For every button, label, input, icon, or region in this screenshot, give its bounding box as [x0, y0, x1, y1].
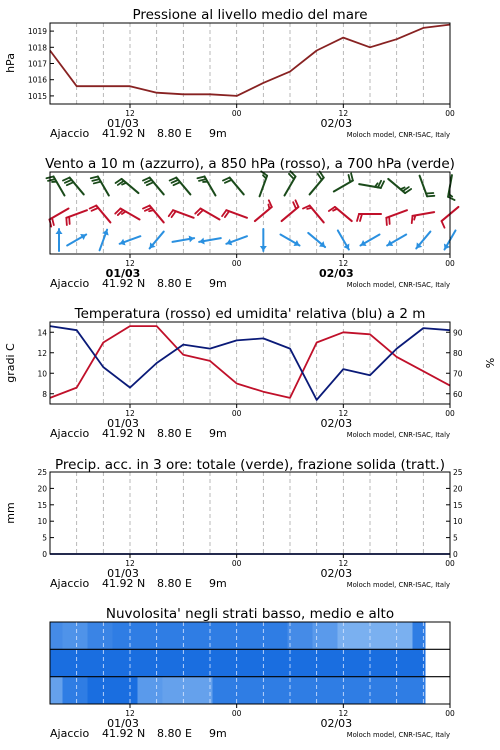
location-name: Ajaccio: [50, 577, 90, 590]
location-lat: 41.92 N: [102, 127, 146, 140]
model-credit: Moloch model, CNR-ISAC, Italy: [346, 281, 450, 289]
cloud-cell: [50, 677, 63, 704]
x-tick-label: 00: [445, 409, 455, 418]
cloud-cell: [63, 649, 89, 676]
precip-ylabel: mm: [4, 502, 17, 524]
cloud-cell: [138, 649, 164, 676]
wind-arrow-head: [260, 246, 267, 251]
cloud-cell: [238, 622, 264, 649]
wind-barb-feather: [412, 216, 413, 223]
cloud-cell: [63, 677, 89, 704]
wind-barb-feather: [143, 178, 150, 181]
date-label: 02/03: [320, 567, 353, 580]
cloud-cell: [138, 622, 164, 649]
wind-barb-feather: [268, 205, 269, 209]
wind-barb-feather: [91, 176, 98, 178]
precip-grid: [77, 472, 424, 554]
cloud-cell: [213, 649, 239, 676]
cloud-cell: [288, 677, 314, 704]
wind-barb-feather: [66, 218, 67, 225]
wind-barb-feather: [386, 218, 387, 225]
wind-barb-feather: [400, 187, 404, 189]
date-label: 02/03: [320, 417, 353, 430]
cloud-cell: [363, 649, 389, 676]
cloud-cell: [88, 622, 114, 649]
cloud-cell: [388, 622, 414, 649]
x-tick-label: 00: [445, 709, 455, 718]
precip-y-ticks-right: [446, 468, 463, 559]
wind-barb-feather: [122, 212, 126, 214]
temperature-plot-frame: [50, 322, 450, 404]
wind-barb-feather: [92, 179, 99, 181]
cloud-cell: [288, 649, 314, 676]
wind-footer: [50, 277, 450, 290]
pressure-grid: [77, 23, 424, 104]
x-tick-label: 12: [338, 559, 349, 568]
wind-barb-feather: [442, 221, 445, 228]
wind-barb-feather: [389, 217, 390, 224]
x-tick-label: 00: [445, 559, 455, 568]
temperature-line: [50, 326, 450, 398]
x-tick-label: 12: [125, 259, 135, 268]
model-credit: Moloch model, CNR-ISAC, Italy: [346, 581, 450, 589]
wind-barb-feather: [414, 215, 415, 219]
y-tick-label: 90: [453, 328, 463, 338]
wind-barb-feather: [351, 173, 353, 180]
location-lat: 41.92 N: [102, 577, 146, 590]
cloud-cell: [388, 649, 414, 676]
location-lon: 8.80 E: [157, 127, 192, 140]
cloud-cell: [363, 677, 389, 704]
model-credit: Moloch model, CNR-ISAC, Italy: [346, 431, 450, 439]
y-tick-label: 60: [453, 389, 463, 399]
wind-panel: [45, 156, 458, 290]
humidity-ylabel: %: [483, 357, 496, 369]
wind-barb-feather: [63, 178, 70, 181]
wind-barb-feather: [172, 180, 179, 183]
cloud-cell: [88, 649, 114, 676]
cloud-cell: [113, 677, 139, 704]
wind-arrow-head: [56, 229, 63, 234]
y-tick-label: 10: [37, 369, 47, 379]
cloud-cell: [213, 677, 239, 704]
date-label: 02/03: [320, 117, 353, 130]
y-tick-label: 70: [453, 369, 463, 379]
date-label: 01/03: [107, 717, 139, 730]
wind-barb-feather: [48, 179, 55, 181]
wind-barb-feather: [427, 196, 434, 197]
y-tick-label: 14: [37, 328, 47, 338]
date-label: 01/03: [105, 267, 141, 280]
wind-barb-feather: [147, 182, 154, 185]
temperature-panel: [4, 306, 496, 440]
wind-barb-feather: [199, 179, 206, 181]
date-label: 01/03: [107, 567, 139, 580]
wind-barb-feather: [223, 178, 230, 181]
y-tick-label: 0: [453, 550, 458, 559]
model-credit: Moloch model, CNR-ISAC, Italy: [346, 731, 450, 739]
location-alt: 9m: [209, 577, 227, 590]
cloud-cell: [263, 677, 289, 704]
wind-barb-feather: [263, 175, 266, 178]
wind-barb-feather: [145, 180, 152, 183]
wind-barb-feather: [67, 182, 74, 185]
cloud-cell: [388, 677, 414, 704]
y-tick-label: 15: [37, 500, 47, 510]
y-tick-label: 20: [37, 484, 47, 494]
location-name: Ajaccio: [50, 427, 90, 440]
cloud-cell: [363, 622, 389, 649]
cloud-cell: [113, 649, 139, 676]
cloud-cell: [263, 622, 289, 649]
wind-barb-feather: [52, 218, 54, 225]
temperature-series: [50, 326, 450, 400]
pressure-plot-frame: [50, 23, 450, 104]
wind-barb-feather: [333, 209, 337, 211]
location-alt: 9m: [209, 727, 227, 740]
wind-barb-feather: [307, 208, 311, 209]
y-tick-label: 5: [453, 533, 458, 543]
y-tick-label: 15: [453, 500, 463, 510]
y-tick-label: 25: [453, 468, 463, 477]
wind-barb-feather: [360, 214, 362, 221]
temperature-y-ticks: [37, 328, 54, 399]
location-lat: 41.92 N: [102, 277, 146, 290]
x-tick-label: 00: [231, 109, 242, 118]
cloud-cell: [63, 622, 89, 649]
clouds-cells: [50, 622, 450, 704]
x-tick-label: 00: [231, 409, 242, 418]
pressure-title: Pressione al livello medio del mare: [132, 7, 368, 23]
x-tick-label: 12: [338, 409, 349, 418]
location-name: Ajaccio: [50, 127, 90, 140]
cloud-cell: [138, 677, 164, 704]
cloud-cell: [163, 649, 189, 676]
precip-y-ticks: [37, 468, 54, 559]
cloud-cell: [338, 677, 364, 704]
x-tick-label: 00: [445, 109, 455, 118]
wind-barb-feather: [92, 208, 99, 211]
wind-title: Vento a 10 m (azzurro), a 850 hPa (rosso), a 700 hPa (verde): [45, 156, 455, 172]
location-name: Ajaccio: [50, 727, 90, 740]
cloud-cell: [238, 649, 264, 676]
wind-barb-feather: [65, 180, 72, 183]
temperature-footer: [50, 427, 450, 440]
wind-barb-feather: [348, 175, 350, 182]
wind-barb-feather: [149, 210, 153, 211]
wind-barb-feather: [170, 178, 177, 181]
wind-barb-feather: [94, 182, 101, 184]
pressure-line: [50, 25, 450, 96]
wind-barb-feather: [448, 197, 455, 200]
date-label: 01/03: [107, 117, 139, 130]
location-name: Ajaccio: [50, 277, 90, 290]
x-tick-label: 12: [125, 409, 135, 418]
wind-barb-feather: [293, 202, 296, 209]
cloud-cell: [50, 622, 63, 649]
y-tick-label: 1019: [27, 27, 47, 37]
cloud-cell: [188, 622, 214, 649]
cloud-cell: [163, 622, 189, 649]
location-lat: 41.92 N: [102, 727, 146, 740]
cloud-cell: [338, 649, 364, 676]
y-tick-label: 0: [42, 550, 47, 559]
wind-barb-feather: [225, 180, 232, 183]
precip-plot-frame: [50, 472, 450, 554]
x-tick-label: 00: [231, 709, 242, 718]
temperature-title: Temperatura (rosso) ed umidita' relativa (blu) a 2 m: [74, 306, 426, 322]
y-tick-label: 1015: [27, 91, 47, 101]
location-alt: 9m: [209, 277, 227, 290]
x-tick-label: 00: [231, 259, 242, 268]
cloud-cell: [288, 622, 314, 649]
humidity-y-ticks: [446, 328, 463, 399]
pressure-panel: [4, 7, 455, 140]
cloud-cell: [338, 622, 364, 649]
precip-title: Precip. acc. in 3 ore: totale (verde), frazione solida (tratt.): [55, 457, 445, 473]
x-tick-label: 12: [125, 109, 135, 118]
location-lon: 8.80 E: [157, 727, 192, 740]
cloud-cell: [88, 677, 114, 704]
cloud-cell: [263, 649, 289, 676]
location-alt: 9m: [209, 127, 227, 140]
x-tick-label: 12: [338, 709, 349, 718]
wind-barb-feather: [122, 183, 126, 185]
y-tick-label: 10: [37, 517, 47, 527]
humidity-line: [50, 326, 450, 400]
wind-barb-feather: [426, 193, 433, 194]
y-tick-label: 20: [453, 484, 463, 494]
clouds-title: Nuvolosita' negli strati basso, medio e alto: [105, 606, 395, 622]
wind-barb-feather: [143, 206, 150, 209]
wind-barb-feather: [357, 214, 359, 221]
date-label: 02/03: [320, 717, 353, 730]
location-lon: 8.80 E: [157, 427, 192, 440]
cloud-cell: [50, 649, 63, 676]
temperature-ylabel: gradi C: [4, 343, 17, 383]
y-tick-label: 80: [453, 348, 463, 358]
wind-series: [46, 171, 458, 251]
date-label: 02/03: [319, 267, 354, 280]
cloud-cell: [188, 677, 214, 704]
y-tick-label: 25: [37, 468, 47, 477]
y-tick-label: 1018: [27, 43, 47, 53]
x-tick-label: 12: [338, 109, 349, 118]
location-lon: 8.80 E: [157, 577, 192, 590]
clouds-footer: [50, 727, 450, 740]
location-alt: 9m: [209, 427, 227, 440]
wind-barb-feather: [173, 182, 180, 185]
location-lon: 8.80 E: [157, 277, 192, 290]
clouds-panel: [50, 606, 455, 740]
wind-barb-feather: [197, 176, 204, 178]
pressure-ylabel: hPa: [4, 53, 17, 73]
cloud-cell: [113, 622, 139, 649]
y-tick-label: 10: [453, 517, 463, 527]
pressure-series: [50, 25, 450, 96]
x-tick-label: 12: [338, 259, 349, 268]
date-label: 01/03: [107, 417, 139, 430]
y-tick-label: 1016: [27, 75, 47, 85]
cloud-cell: [238, 677, 264, 704]
x-tick-label: 12: [125, 709, 135, 718]
cloud-cell: [213, 622, 239, 649]
cloud-cell: [188, 649, 214, 676]
wind-barb-feather: [295, 200, 298, 207]
y-tick-label: 5: [42, 533, 47, 543]
x-tick-label: 00: [445, 259, 455, 268]
y-tick-label: 8: [42, 389, 47, 399]
cloud-cell: [163, 677, 189, 704]
x-tick-label: 00: [231, 559, 242, 568]
precip-footer: [50, 577, 450, 590]
y-tick-label: 1017: [27, 59, 47, 69]
wind-barb-feather: [90, 206, 97, 209]
x-tick-label: 12: [125, 559, 135, 568]
location-lat: 41.92 N: [102, 427, 146, 440]
y-tick-label: 12: [37, 348, 47, 358]
pressure-footer: [50, 127, 450, 140]
precip-panel: [4, 457, 463, 590]
wind-barb-feather: [69, 217, 70, 224]
model-credit: Moloch model, CNR-ISAC, Italy: [346, 131, 450, 139]
